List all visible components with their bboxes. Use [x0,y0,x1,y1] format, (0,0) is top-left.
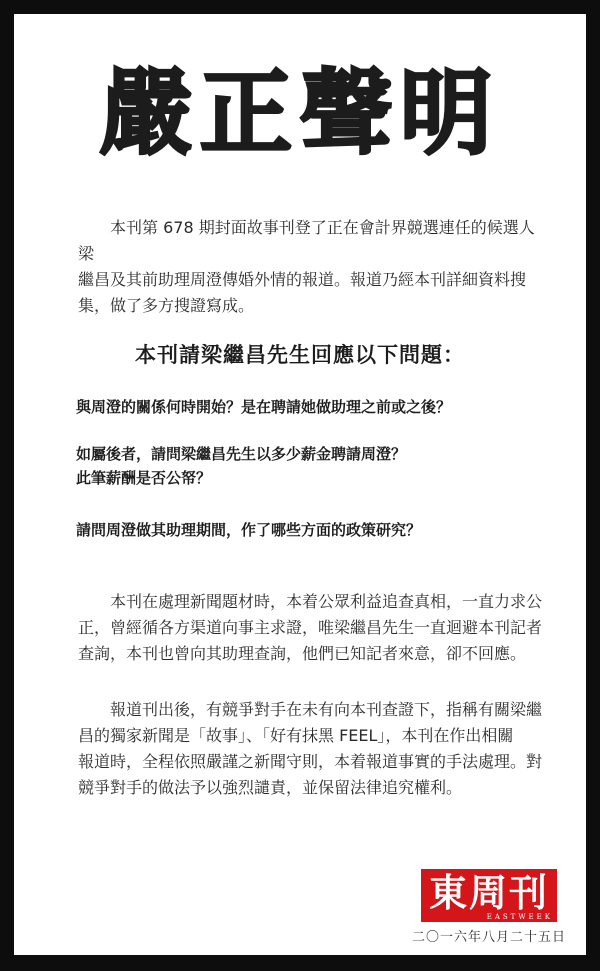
logo-subtext: EASTWEEK [486,913,553,921]
question-line: 請問周澄做其助理期間，作了哪些方面的政策研究？ [76,521,422,539]
questions-heading: 本刊請梁繼昌先生回應以下問題： [135,343,465,367]
intro-line: 本刊第 678 期封面故事刊登了正在會計界競選連任的候選人梁 [78,218,535,263]
response-paragraph [78,589,550,667]
response-line: 查詢，本刊也曾向其助理查詢，他們已知記者來意，卻不回應。 [78,644,527,663]
eastweek-logo [421,869,557,922]
response-line: 正，曾經循各方渠道向事主求證，唯梁繼昌先生一直迴避本刊記者 [78,618,543,637]
response-line: 本刊在處理新聞題材時，本着公眾利益追查真相，一直力求公 [110,592,543,611]
statement-title: 嚴正聲明 [99,60,500,167]
condemnation-line: 報道刊出後，有競爭對手在未有向本刊查證下，指稱有關梁繼 [110,700,543,719]
intro-line: 集，做了多方搜證寫成。 [78,296,255,315]
condemnation-line: 昌的獨家新聞是「故事」、「好有抹黑 FEEL」，本刊在作出相關 [78,726,514,745]
question-1 [76,395,556,419]
question-line: 此筆薪酬是否公帑？ [76,469,212,487]
intro-line: 繼昌及其前助理周澄傳婚外情的報道。報道乃經本刊詳細資料搜 [78,270,527,289]
question-line: 與周澄的關係何時開始？是在聘請她做助理之前或之後？ [76,398,452,416]
statement-date: 二〇一六年八月二十五日 [411,930,566,945]
condemnation-line: 報道時，全程依照嚴謹之新聞守則，本着報道事實的手法處理。對 [78,752,543,771]
condemnation-line: 競爭對手的做法予以強烈譴責，並保留法律追究權利。 [78,778,463,797]
question-3 [76,518,556,542]
question-line: 如屬後者，請問梁繼昌先生以多少薪金聘請周澄？ [76,445,407,463]
logo-text: 東周刊 [428,871,549,915]
condemnation-paragraph [78,697,550,801]
intro-paragraph [78,215,550,319]
question-2 [76,442,556,490]
